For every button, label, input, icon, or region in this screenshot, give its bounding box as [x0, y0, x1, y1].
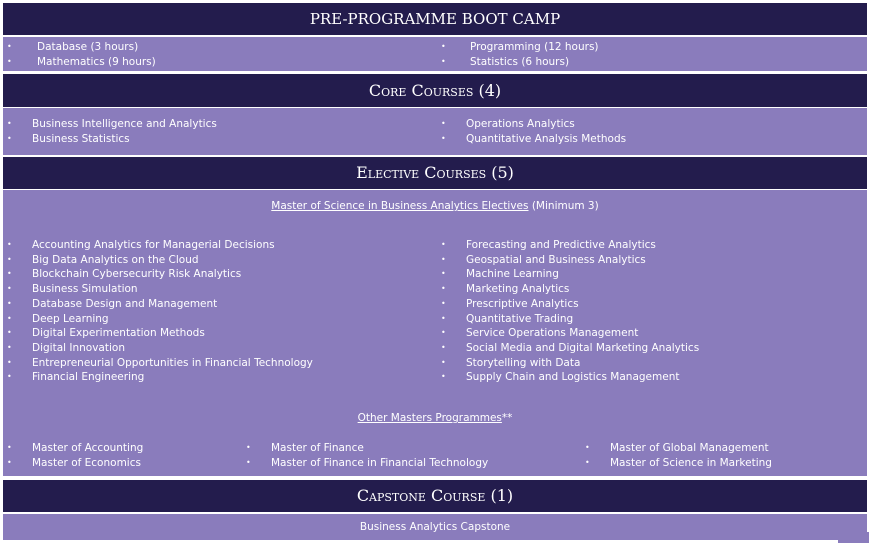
list-item: • Operations Analytics	[441, 118, 575, 130]
msba-electives-note: (Minimum 3)	[528, 200, 599, 212]
capstone-title: Capstone Course (1)	[356, 486, 514, 505]
bullet-icon: •	[7, 328, 12, 338]
other-masters-link[interactable]: Other Masters Programmes	[357, 412, 502, 424]
elective-title: Elective Courses (5)	[356, 163, 514, 182]
bullet-icon: •	[7, 269, 12, 279]
other-masters-heading	[3, 411, 867, 425]
bullet-icon: •	[441, 119, 446, 128]
list-item: • Master of Economics	[7, 456, 141, 469]
bullet-icon: •	[7, 42, 12, 51]
bullet-icon: •	[7, 298, 12, 308]
bullet-icon: •	[7, 254, 12, 264]
list-item: • Big Data Analytics on the Cloud	[7, 253, 199, 266]
list-item: • Statistics (6 hours)	[441, 55, 570, 68]
core-panel	[3, 108, 867, 155]
list-item: • Digital Experimentation Methods	[7, 327, 205, 340]
list-item: • Blockchain Cybersecurity Risk Analytics	[7, 268, 242, 281]
list-item: • Forecasting and Predictive Analytics	[441, 239, 656, 251]
bullet-icon: •	[441, 357, 446, 367]
core-right-list	[441, 117, 626, 146]
list-item: • Master of Global Management	[585, 442, 769, 454]
other-masters-col3	[585, 441, 772, 470]
bullet-icon: •	[441, 42, 446, 51]
bullet-icon: •	[7, 313, 12, 323]
bootcamp-left-list	[7, 40, 156, 69]
list-item: • Quantitative Trading	[441, 312, 574, 325]
msba-electives-link[interactable]: Master of Science in Business Analytics Electives	[271, 200, 529, 212]
elective-panel	[3, 190, 867, 476]
bullet-icon: •	[441, 313, 446, 323]
bullet-icon: •	[441, 298, 446, 308]
elective-header	[3, 157, 867, 189]
list-item: • Prescriptive Analytics	[441, 297, 579, 310]
bullet-icon: •	[585, 457, 590, 467]
core-left-list	[7, 117, 217, 146]
bullet-icon: •	[7, 284, 12, 294]
list-item: • Programming (12 hours)	[441, 41, 599, 53]
capstone-panel	[3, 514, 867, 540]
list-item: • Database (3 hours)	[7, 41, 139, 53]
core-title: Core Courses (4)	[368, 81, 502, 100]
bullet-icon: •	[7, 357, 12, 367]
bullet-icon: •	[585, 443, 590, 452]
other-masters-col1	[7, 441, 143, 470]
list-item: • Digital Innovation	[7, 341, 125, 354]
list-item: • Deep Learning	[7, 312, 109, 325]
bullet-icon: •	[441, 284, 446, 294]
list-item: • Machine Learning	[441, 268, 559, 281]
bootcamp-right-list	[441, 40, 599, 69]
bootcamp-title: PRE-PROGRAMME BOOT CAMP	[309, 10, 561, 28]
list-item: • Business Intelligence and Analytics	[7, 118, 217, 130]
bullet-icon: •	[441, 328, 446, 338]
list-item: • Accounting Analytics for Managerial Decisions	[7, 239, 275, 251]
list-item: • Storytelling with Data	[441, 356, 581, 369]
list-item: • Master of Finance	[246, 442, 364, 454]
list-item: • Social Media and Digital Marketing Analytics	[441, 341, 700, 354]
list-item: • Quantitative Analysis Methods	[441, 132, 627, 145]
bullet-icon: •	[246, 457, 251, 467]
bullet-icon: •	[7, 133, 12, 143]
other-masters-col2	[246, 441, 488, 470]
bullet-icon: •	[7, 56, 12, 66]
bullet-icon: •	[441, 240, 446, 249]
bullet-icon: •	[441, 133, 446, 143]
elective-right-list	[441, 238, 699, 385]
other-masters-note: **	[501, 412, 513, 424]
list-item: • Business Simulation	[7, 283, 138, 296]
list-item: • Business Statistics	[7, 132, 130, 145]
bullet-icon: •	[7, 372, 12, 382]
bootcamp-header	[3, 3, 867, 35]
bullet-icon: •	[7, 342, 12, 352]
bullet-icon: •	[441, 269, 446, 279]
capstone-course: Business Analytics Capstone	[359, 521, 511, 533]
bullet-icon: •	[7, 119, 12, 128]
list-item: • Mathematics (9 hours)	[7, 55, 156, 68]
msba-electives-heading	[3, 199, 867, 213]
list-item: • Marketing Analytics	[441, 283, 570, 296]
bullet-icon: •	[441, 372, 446, 382]
bullet-icon: •	[7, 443, 12, 452]
list-item: • Master of Accounting	[7, 442, 144, 454]
list-item: • Entrepreneurial Opportunities in Financial Technology	[7, 356, 313, 369]
bullet-icon: •	[441, 56, 446, 66]
bullet-icon: •	[441, 254, 446, 264]
corner-tab	[838, 532, 869, 543]
list-item: • Service Operations Management	[441, 327, 639, 340]
list-item: • Database Design and Management	[7, 297, 218, 310]
core-header	[3, 74, 867, 107]
capstone-header	[3, 480, 867, 512]
bullet-icon: •	[246, 443, 251, 452]
list-item: • Master of Finance in Financial Technology	[246, 456, 489, 469]
list-item: • Master of Science in Marketing	[585, 456, 772, 469]
bullet-icon: •	[7, 457, 12, 467]
list-item: • Supply Chain and Logistics Management	[441, 371, 680, 384]
bootcamp-panel	[3, 37, 867, 71]
list-item: • Geospatial and Business Analytics	[441, 253, 646, 266]
list-item: • Financial Engineering	[7, 371, 145, 384]
elective-left-list	[7, 238, 313, 385]
bullet-icon: •	[7, 240, 12, 249]
bullet-icon: •	[441, 342, 446, 352]
